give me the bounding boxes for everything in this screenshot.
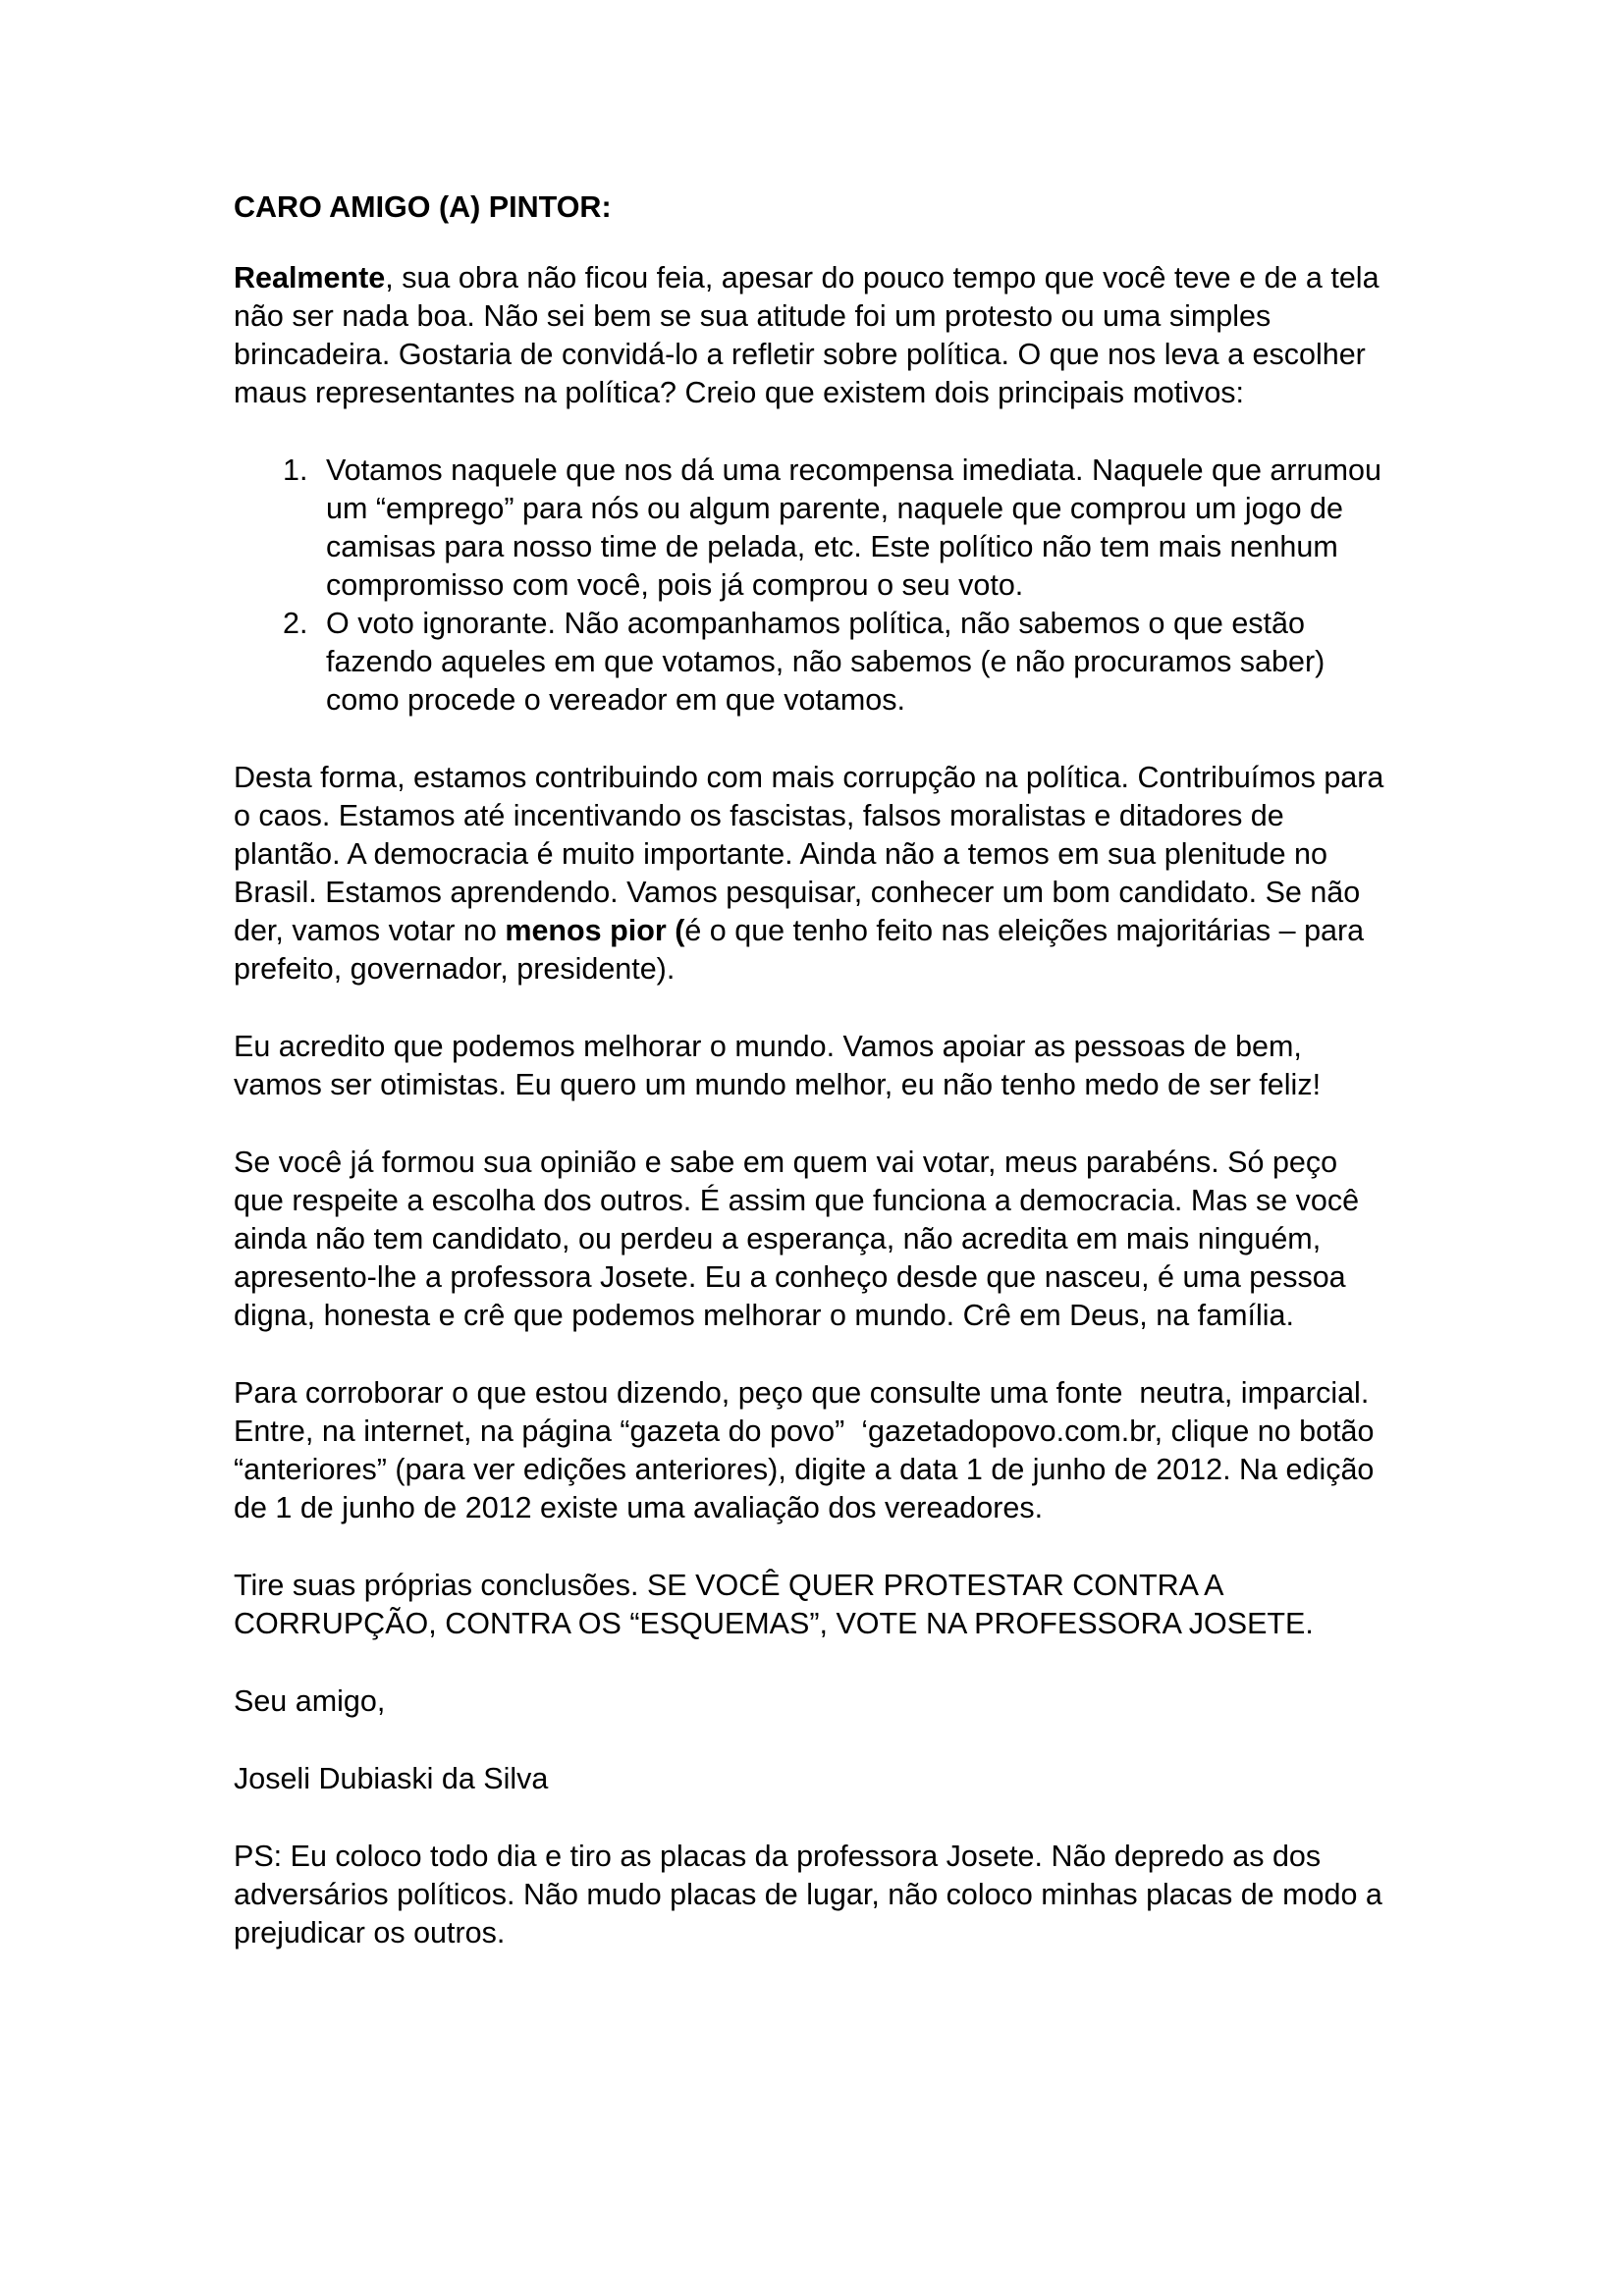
list-item-2 <box>234 605 1389 720</box>
paragraph-optimism: Eu acredito que podemos melhorar o mundo. Vamos apoiar as pessoas de bem, vamos ser otimistas. Eu quero um mundo melhor, eu não tenho medo de ser feliz! <box>234 1030 1322 1101</box>
consequences-text-before: Desta forma, estamos contribuindo com mais corrupção na política. Contribuímos para o caos. Estamos até incentivando os fascistas, falsos moralistas e ditadores de plantão. A democracia é muito importante. Ainda não a temos em sua plenitude no Brasil. Estamos aprendendo. Vamos pesquisar, conhecer um bom candidato. Se não der, vamos votar no <box>234 761 1392 947</box>
paragraph-candidate: Se você já formou sua opinião e sabe em quem vai votar, meus parabéns. Só peço que respeite a escolha dos outros. É assim que funciona a democracia. Mas se você ainda não tem candidato, ou perdeu a esperança, não acredita em mais ninguém, apresento-lhe a professora Josete. Eu a conheço desde que nasceu, é uma pessoa digna, honesta e crê que podemos melhorar o mundo. Crê em Deus, na família. <box>234 1146 1368 1332</box>
letter-closing: Seu amigo, <box>234 1684 386 1718</box>
list-item-2-text: O voto ignorante. Não acompanhamos política, não sabemos o que estão fazendo aqueles em que votamos, não sabemos (e não procuramos saber) como procede o vereador em que votamos. <box>326 607 1333 717</box>
letter-postscript: PS: Eu coloco todo dia e tiro as placas da professora Josete. Não depredo as dos adversários políticos. Não mudo placas de lugar, não coloco minhas placas de modo a prejudicar os outros. <box>234 1840 1391 1949</box>
list-item-1 <box>234 452 1389 605</box>
letter-body <box>234 188 1392 1992</box>
intro-text: , sua obra não ficou feia, apesar do pouco tempo que você teve e de a tela não ser nada boa. Não sei bem se sua atitude foi um protesto ou uma simples brincadeira. Gostaria de convidá-lo a refletir sobre política. O que nos leva a escolher maus representantes na política? Creio que existem dois principais motivos: <box>234 261 1388 409</box>
motives-list <box>234 452 1389 720</box>
paragraph-intro <box>234 259 1389 412</box>
list-item-1-number: 1. <box>283 454 308 487</box>
intro-bold-lead: Realmente <box>234 261 386 294</box>
consequences-bold: menos pior ( <box>505 914 685 947</box>
paragraph-consequences <box>234 759 1392 988</box>
list-item-2-number: 2. <box>283 607 308 640</box>
letter-signature: Joseli Dubiaski da Silva <box>234 1762 549 1795</box>
paragraph-conclusion: Tire suas próprias conclusões. SE VOCÊ QUER PROTESTAR CONTRA A CORRUPÇÃO, CONTRA OS “ESQUEMAS”, VOTE NA PROFESSORA JOSETE. <box>234 1569 1314 1640</box>
paragraph-source: Para corroborar o que estou dizendo, peço que consulte uma fonte neutra, imparcial. Entre, na internet, na página “gazeta do povo” ‘gazetadopovo.com.br, clique no botão “anteriores” (para ver edições anteriores), digite a data 1 de junho de 2012. Na edição de 1 de junho de 2012 existe uma avaliação dos vereadores. <box>234 1376 1382 1524</box>
letter-salutation: CARO AMIGO (A) PINTOR: <box>234 190 612 224</box>
list-item-1-text: Votamos naquele que nos dá uma recompensa imediata. Naquele que arrumou um “emprego” para nós ou algum parente, naquele que comprou um jogo de camisas para nosso time de pelada, etc. Este político não tem mais nenhum compromisso com você, pois já comprou o seu voto. <box>326 454 1390 602</box>
consequences-text-after: é o que tenho feito nas eleições majoritárias – para prefeito, governador, presidente). <box>234 914 1373 986</box>
